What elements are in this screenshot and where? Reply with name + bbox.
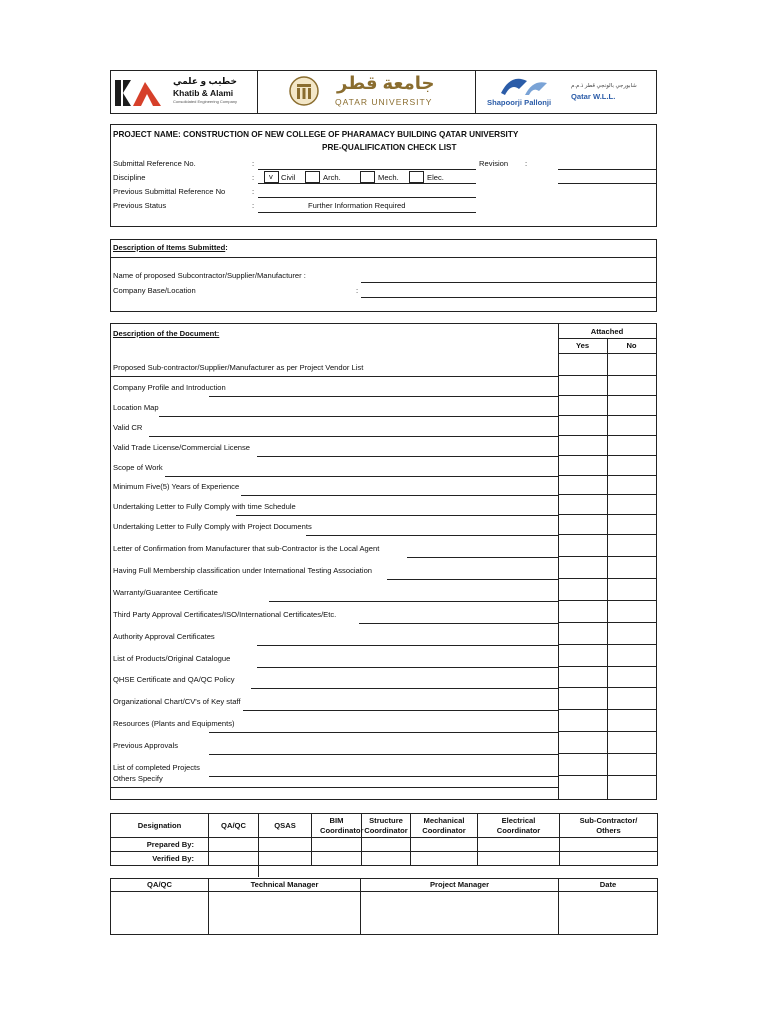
document-row-label: Undertaking Letter to Fully Comply with time Schedule xyxy=(113,502,296,511)
revision-colon: : xyxy=(525,159,528,168)
document-row-line xyxy=(269,601,558,602)
qatar-university-logo xyxy=(289,75,439,109)
document-row-line xyxy=(111,376,558,377)
document-yes-cell[interactable] xyxy=(559,579,607,601)
revision-field[interactable] xyxy=(558,169,657,170)
document-no-cell[interactable] xyxy=(608,535,656,557)
document-row-label: Previous Approvals xyxy=(113,741,179,750)
document-row-label: List of completed Projects xyxy=(113,763,200,772)
document-yes-cell[interactable] xyxy=(559,436,607,456)
document-yes-cell[interactable] xyxy=(559,623,607,645)
no-header: No xyxy=(626,341,637,350)
designation-header: Designation xyxy=(111,814,209,838)
document-no-cell[interactable] xyxy=(608,353,656,376)
sp-name: Shapoorji Pallonji xyxy=(487,98,552,107)
signoff-stub-line xyxy=(258,865,259,877)
approval-qaqc-header: QA/QC xyxy=(111,879,209,892)
ka-english-name: Khatib & Alami xyxy=(173,88,234,98)
verified-by-row xyxy=(111,852,658,866)
subcontractor-name-field[interactable] xyxy=(361,282,656,283)
submittal-ref-colon: : xyxy=(252,159,255,168)
document-row-line xyxy=(149,436,558,437)
date-header: Date xyxy=(559,879,658,892)
document-row-label: Authority Approval Certificates xyxy=(113,632,215,641)
ka-subtitle: Consolidated Engineering Company xyxy=(173,99,238,104)
others-specify-label: Others Specify xyxy=(113,774,163,783)
document-row-label: Resources (Plants and Equipments) xyxy=(113,719,235,728)
approval-header-row xyxy=(111,879,658,892)
prepared-electrical-cell[interactable] xyxy=(478,838,560,852)
document-row-label: Having Full Membership classification under International Testing Association xyxy=(113,566,373,575)
discipline-elec-checkbox[interactable] xyxy=(409,171,424,183)
checklist-title: PRE-QUALIFICATION CHECK LIST xyxy=(322,143,457,152)
discipline-civil-checkbox[interactable] xyxy=(264,171,279,183)
document-yes-cell[interactable] xyxy=(559,754,607,776)
document-no-cell[interactable] xyxy=(608,476,656,495)
document-no-cell[interactable] xyxy=(608,456,656,476)
subcontractor-name-label: Name of proposed Subcontractor/Supplier/Manufacturer : xyxy=(113,271,306,280)
document-row-label: Location Map xyxy=(113,403,159,412)
document-no-cell[interactable] xyxy=(608,623,656,645)
prepared-by-label: Prepared By: xyxy=(111,838,209,852)
document-row-line xyxy=(236,515,558,516)
prev-status-field[interactable] xyxy=(258,212,476,213)
sp-qatar-arabic: شابورجي بالونجي قطر ذ.م.م xyxy=(571,83,637,89)
prev-submittal-field[interactable] xyxy=(258,197,476,198)
document-yes-cell[interactable] xyxy=(559,353,607,376)
approval-table xyxy=(110,878,658,935)
civil-check-mark: v xyxy=(269,172,273,181)
discipline-underline xyxy=(258,183,476,184)
yes-header: Yes xyxy=(575,341,590,350)
date-cell[interactable] xyxy=(559,892,658,935)
discipline-mech-label: Mech. xyxy=(378,173,399,182)
project-manager-cell[interactable] xyxy=(361,892,559,935)
items-submitted-heading-text: Description of Items Submitted xyxy=(113,243,226,252)
discipline-civil-label: Civil xyxy=(281,173,296,182)
prepared-by-row xyxy=(111,838,658,852)
signoff-header-row xyxy=(111,814,658,838)
electrical-header: Electrical Coordinator xyxy=(478,814,560,838)
shapoorji-logo xyxy=(487,75,567,111)
prepared-mechanical-cell[interactable] xyxy=(411,838,478,852)
items-submitted-heading xyxy=(113,243,228,252)
document-row-line xyxy=(251,688,558,689)
document-no-cell[interactable] xyxy=(608,667,656,688)
qu-arabic-name: جامعة قطر xyxy=(337,73,435,93)
revision-label: Revision xyxy=(479,159,509,168)
verified-qaqc-cell[interactable] xyxy=(209,852,259,866)
revision-field-2[interactable] xyxy=(558,183,657,184)
document-no-cell[interactable] xyxy=(608,515,656,535)
verified-mechanical-cell[interactable] xyxy=(411,852,478,866)
prev-submittal-label: Previous Submittal Reference No xyxy=(113,187,226,196)
discipline-colon: : xyxy=(252,173,255,182)
document-row-label: QHSE Certificate and QA/QC Policy xyxy=(113,675,235,684)
khatib-alami-logo xyxy=(115,78,255,108)
ka-logo-mark xyxy=(115,80,161,106)
prepared-bim-cell[interactable] xyxy=(312,838,362,852)
document-yes-cell[interactable] xyxy=(559,688,607,710)
technical-manager-header: Technical Manager xyxy=(209,879,361,892)
document-yes-cell[interactable] xyxy=(559,495,607,515)
document-yes-cell[interactable] xyxy=(559,535,607,557)
document-yes-cell[interactable] xyxy=(559,732,607,754)
ka-arabic-name: خطيب و علمي xyxy=(173,76,238,86)
document-row-label: Letter of Confirmation from Manufacturer that sub-Contractor is the Local Agent xyxy=(113,544,380,553)
document-row-line xyxy=(209,776,558,777)
document-row-line xyxy=(257,667,558,668)
document-yes-cell[interactable] xyxy=(559,710,607,732)
discipline-arch-label: Arch. xyxy=(323,173,341,182)
technical-manager-cell[interactable] xyxy=(209,892,361,935)
subcontractor-header: Sub-Contractor/ Others xyxy=(560,814,658,838)
qu-english-name: QATAR UNIVERSITY xyxy=(335,97,433,107)
document-row-line xyxy=(165,476,558,477)
project-manager-header: Project Manager xyxy=(361,879,559,892)
verified-electrical-cell[interactable] xyxy=(478,852,560,866)
document-row-line xyxy=(359,623,558,624)
discipline-label: Discipline xyxy=(113,173,146,182)
prev-status-value: Further Information Required xyxy=(308,201,406,210)
document-no-cell[interactable] xyxy=(608,416,656,436)
discipline-mech-checkbox[interactable] xyxy=(360,171,375,183)
submittal-ref-field[interactable] xyxy=(258,169,476,170)
verified-structure-cell[interactable] xyxy=(362,852,411,866)
document-yes-cell[interactable] xyxy=(559,396,607,416)
document-no-cell[interactable] xyxy=(608,396,656,416)
document-row-line xyxy=(209,732,558,733)
attached-header-line xyxy=(558,338,656,339)
project-info-box xyxy=(110,124,657,227)
document-yes-cell[interactable] xyxy=(559,416,607,436)
document-no-cell[interactable] xyxy=(608,754,656,776)
document-row-line xyxy=(209,754,558,755)
document-row-line xyxy=(257,456,558,457)
submittal-ref-label: Submittal Reference No. xyxy=(113,159,196,168)
attached-header: Attached xyxy=(590,327,624,336)
document-no-cell[interactable] xyxy=(608,710,656,732)
document-row-label: Minimum Five(5) Years of Experience xyxy=(113,482,240,491)
document-row-line xyxy=(407,557,558,558)
sp-qatar-wll: Qatar W.L.L. xyxy=(571,92,616,101)
document-row-label: Warranty/Guarantee Certificate xyxy=(113,588,218,597)
discipline-arch-checkbox[interactable] xyxy=(305,171,320,183)
document-row-label: Undertaking Letter to Fully Comply with Project Documents xyxy=(113,522,312,531)
document-no-cell[interactable] xyxy=(608,645,656,667)
document-no-cell[interactable] xyxy=(608,579,656,601)
document-no-cell[interactable] xyxy=(608,732,656,754)
document-row-label: Organizational Chart/CV's of Key staff xyxy=(113,697,241,706)
prepared-qaqc-cell[interactable] xyxy=(209,838,259,852)
document-no-cell[interactable] xyxy=(608,688,656,710)
document-row-line xyxy=(387,579,558,580)
others-specify-line[interactable] xyxy=(111,787,558,788)
document-row-label: Valid CR xyxy=(113,423,143,432)
document-yes-cell[interactable] xyxy=(559,476,607,495)
verified-bim-cell[interactable] xyxy=(312,852,362,866)
document-yes-cell[interactable] xyxy=(559,456,607,476)
document-row-label: Scope of Work xyxy=(113,463,163,472)
project-title: PROJECT NAME: CONSTRUCTION OF NEW COLLEGE OF PHARAMACY BUILDING QATAR UNIVERSITY xyxy=(113,130,519,139)
document-yes-cell[interactable] xyxy=(559,557,607,579)
approval-qaqc-cell[interactable] xyxy=(111,892,209,935)
document-no-cell[interactable] xyxy=(608,436,656,456)
document-no-cell[interactable] xyxy=(608,376,656,396)
signoff-table xyxy=(110,813,658,866)
company-base-field[interactable] xyxy=(361,297,656,298)
document-no-cell[interactable] xyxy=(608,557,656,579)
document-yes-cell[interactable] xyxy=(559,601,607,623)
prepared-qsas-cell[interactable] xyxy=(259,838,312,852)
document-row-label: Proposed Sub-contractor/Supplier/Manufacturer as per Project Vendor List xyxy=(113,363,364,372)
discipline-elec-label: Elec. xyxy=(427,173,444,182)
approval-signature-row xyxy=(111,892,658,935)
prev-status-label: Previous Status xyxy=(113,201,167,210)
company-base-label: Company Base/Location xyxy=(113,286,196,295)
document-row-line xyxy=(306,535,558,536)
prev-submittal-colon: : xyxy=(252,187,255,196)
prepared-structure-cell[interactable] xyxy=(362,838,411,852)
document-no-cell[interactable] xyxy=(608,601,656,623)
document-row-label: Third Party Approval Certificates/ISO/International Certificates/Etc. xyxy=(113,610,337,619)
document-heading: Description of the Document: xyxy=(113,329,220,338)
qaqc-header: QA/QC xyxy=(209,814,259,838)
document-row-line xyxy=(159,416,558,417)
document-row-line xyxy=(257,645,558,646)
prev-status-colon: : xyxy=(252,201,255,210)
items-submitted-heading-colon: : xyxy=(225,243,228,252)
mechanical-header: Mechanical Coordinator xyxy=(411,814,478,838)
document-checklist xyxy=(110,323,657,800)
structure-header: Structure Coordinator xyxy=(362,814,411,838)
document-row-label: List of Products/Original Catalogue xyxy=(113,654,231,663)
verified-by-label: Verified By: xyxy=(111,852,209,866)
document-yes-cell[interactable] xyxy=(559,667,607,688)
document-row-label: Company Profile and Introduction xyxy=(113,383,226,392)
verified-subcontractor-cell[interactable] xyxy=(560,852,658,866)
company-base-colon: : xyxy=(356,286,359,295)
document-row-line xyxy=(209,396,558,397)
document-row-label: Valid Trade License/Commercial License xyxy=(113,443,251,452)
qsas-header: QSAS xyxy=(259,814,312,838)
items-submitted-divider-1 xyxy=(111,257,656,258)
bim-header: BIM Coordinator xyxy=(312,814,362,838)
logo-header xyxy=(110,70,657,114)
document-row-line xyxy=(243,710,558,711)
document-row-line xyxy=(241,495,558,496)
items-submitted-box xyxy=(110,239,657,312)
document-yes-cell[interactable] xyxy=(559,645,607,667)
qu-emblem-icon xyxy=(289,76,319,106)
verified-qsas-cell[interactable] xyxy=(259,852,312,866)
document-yes-cell[interactable] xyxy=(559,515,607,535)
prepared-subcontractor-cell[interactable] xyxy=(560,838,658,852)
document-yes-cell[interactable] xyxy=(559,376,607,396)
sp-logo-mark xyxy=(499,75,549,97)
document-no-cell[interactable] xyxy=(608,495,656,515)
